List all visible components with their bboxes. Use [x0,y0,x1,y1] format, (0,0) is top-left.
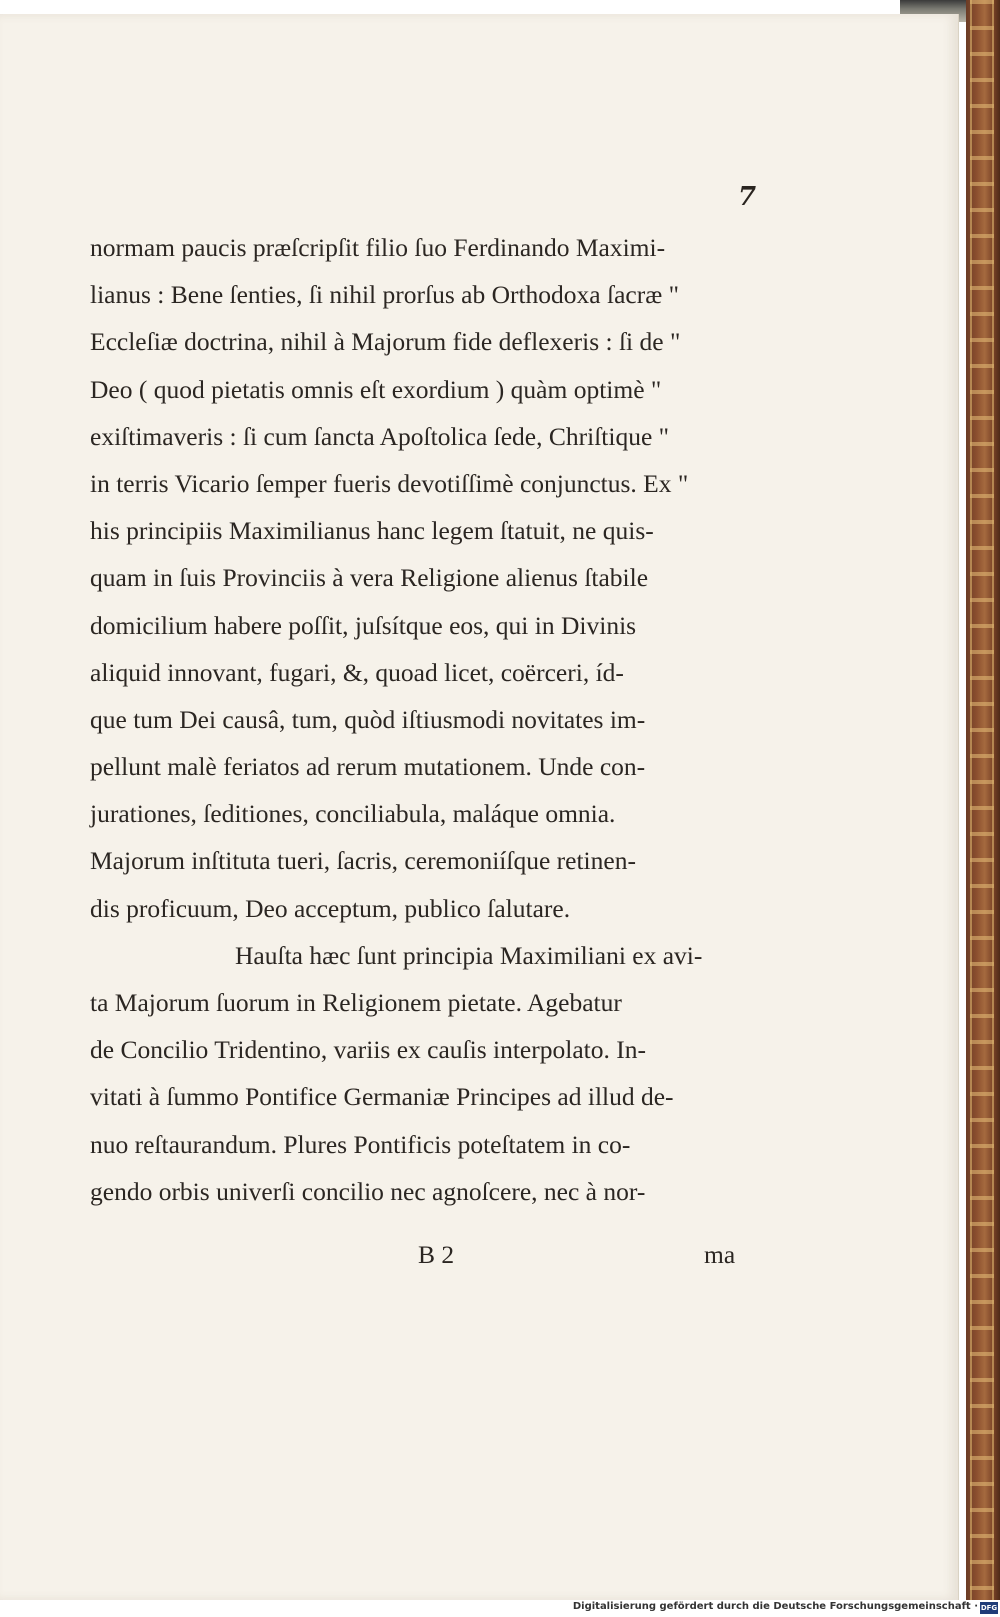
digitization-credit-bar [0,1600,1000,1617]
text-line: lianus : Bene ſenties, ſi nihil prorſus ab Orthodoxa ſacræ " [90,280,680,310]
text-line: Majorum inſtituta tueri, ſacris, ceremoniíſque retinen- [90,846,636,876]
text-line: gendo orbis univerſi concilio nec agnoſcere, nec à nor- [90,1176,646,1206]
digitization-credit: Digitalisierung gefördert durch die Deutsche Forschungsgemeinschaft · [572,1601,978,1612]
text-line: domicilium habere poſſit, juſsítque eos, qui in Divinis [90,610,637,640]
book-page [0,14,959,1600]
text-line: Eccleſiæ doctrina, nihil à Majorum fide deflexeris : ſi de " [90,327,681,357]
dfg-logo: DFG [980,1604,998,1612]
paragraph-start-line: Hauſta hæc ſunt principia Maximiliani ex avi- [235,940,703,970]
catchword: ma [704,1240,736,1269]
text-line: de Concilio Tridentino, variis ex cauſis interpolato. In- [90,1035,646,1065]
text-line: his principiis Maximilianus hanc legem ſtatuit, ne quis- [90,516,654,546]
text-line: vitati à ſummo Pontifice Germaniæ Principes ad illud de- [90,1082,674,1112]
text-line: aliquid innovant, fugari, &, quoad licet, coërceri, íd- [90,657,624,687]
text-line: jurationes, ſeditiones, conciliabula, maláque omnia. [90,799,616,829]
text-line: ta Majorum ſuorum in Religionem pietate. Agebatur [90,988,622,1017]
page-footer-marks [90,1240,790,1280]
text-line: quam in ſuis Provinciis à vera Religione alienus ſtabile [90,563,649,593]
body-text [90,224,790,1215]
text-line: pellunt malè feriatos ad rerum mutationem. Unde con- [90,752,646,782]
signature-mark: B 2 [418,1240,455,1269]
text-line: normam paucis præſcripſit filio ſuo Ferdinando Maximi- [90,233,666,262]
text-line: nuo reſtaurandum. Plures Pontificis poteſtatem in co- [90,1129,631,1159]
binding-ornament [970,0,994,1600]
text-line: dis proficuum, Deo acceptum, publico ſalutare. [90,893,571,923]
text-line: que tum Dei causâ, tum, quòd iſtiusmodi novitates im- [90,704,646,734]
book-binding-edge [966,0,1000,1600]
page-number: 7 [738,182,757,212]
text-line: Deo ( quod pietatis omnis eſt exordium ) quàm optimè " [90,374,662,404]
text-line: in terris Vicario ſemper fueris devotiſſimè conjunctus. Ex " [90,468,689,498]
text-line: exiſtimaveris : ſi cum ſancta Apoſtolica ſede, Chriſtique " [90,421,670,451]
